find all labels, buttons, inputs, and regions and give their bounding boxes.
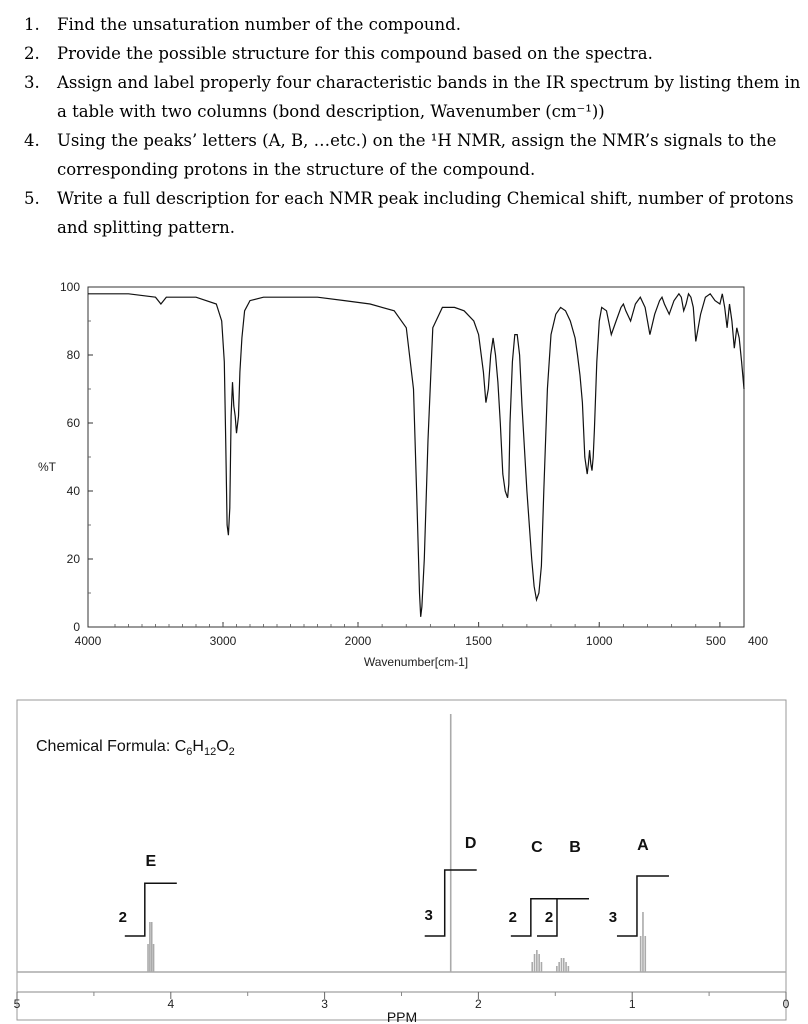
ir-x-tick-500: 500 <box>705 634 726 648</box>
nmr-peak-letter: B <box>569 839 581 856</box>
ir-x-axis-label: Wavenumber[cm-1] <box>363 655 469 669</box>
nmr-peak-E <box>119 853 177 972</box>
ir-y-tick-0: 0 <box>73 620 80 634</box>
ir-x-tick-2000: 2000 <box>344 634 372 648</box>
ir-x-tick-3000: 3000 <box>209 634 237 648</box>
question-text: Provide the possible structure for this compound based on the spectra. <box>57 44 653 63</box>
nmr-x-tick-0: 0 <box>782 997 790 1011</box>
question-number: 5. <box>24 189 40 208</box>
nmr-x-axis-label: PPM <box>386 1009 418 1024</box>
nmr-integral-value: 3 <box>424 907 433 924</box>
nmr-formula-sub: 12 <box>203 746 217 758</box>
nmr-peak-B <box>537 839 589 972</box>
question-number: 1. <box>24 15 40 34</box>
nmr-peak-letter: D <box>464 835 477 852</box>
nmr-formula-sub: 6 <box>186 746 193 758</box>
nmr-formula-sub: 2 <box>228 746 235 758</box>
nmr-integral-value: 2 <box>544 909 554 926</box>
ir-y-tick-80: 80 <box>66 348 80 362</box>
question-text: Assign and label properly four characteristic bands in the IR spectrum by listing them in a table with two columns (bond description, Wavenumber (cm⁻¹)) <box>57 73 801 121</box>
ir-x-tick-4000: 4000 <box>74 634 102 648</box>
ir-y-tick-40: 40 <box>66 484 80 498</box>
ir-x-tick-1000: 1000 <box>585 634 613 648</box>
question-number: 2. <box>24 44 40 63</box>
nmr-integral-step <box>125 883 177 936</box>
nmr-formula-text: Chemical Formula: C <box>36 738 187 755</box>
ir-y-axis-label: %T <box>38 460 56 474</box>
nmr-peak-A <box>609 837 669 972</box>
nmr-x-tick-1: 1 <box>628 997 636 1011</box>
ir-y-tick-60: 60 <box>66 416 80 430</box>
question-number: 3. <box>24 73 40 92</box>
nmr-peak-letter: C <box>531 839 543 856</box>
nmr-formula-title <box>36 738 235 758</box>
nmr-x-tick-4: 4 <box>167 997 175 1011</box>
nmr-x-tick-2: 2 <box>475 997 482 1011</box>
question-text: Using the peaks’ letters (A, B, …etc.) on the ¹H NMR, assign the NMR’s signals to the corresponding protons in the structure of the compound. <box>57 131 777 179</box>
ir-y-tick-20: 20 <box>66 552 80 566</box>
ir-y-tick-100: 100 <box>59 280 80 294</box>
nmr-integral-value: 3 <box>608 909 618 926</box>
question-text: Write a full description for each NMR peak including Chemical shift, number of protons and splitting pattern. <box>57 189 794 237</box>
nmr-x-tick-3: 3 <box>321 997 328 1011</box>
nmr-formula-text: H <box>192 738 204 755</box>
nmr-peak-letter: A <box>637 837 649 854</box>
nmr-formula-text: O <box>216 738 229 755</box>
ir-x-tick-400: 400 <box>748 634 769 648</box>
nmr-peak-D <box>425 714 477 972</box>
question-text: Find the unsaturation number of the compound. <box>57 15 461 34</box>
question-number: 4. <box>24 131 40 150</box>
ir-x-tick-1500: 1500 <box>465 634 492 648</box>
nmr-peak-letter: E <box>145 853 157 870</box>
nmr-integral-step <box>508 899 563 936</box>
nmr-integral-value: 2 <box>118 909 127 926</box>
nmr-x-tick-5: 5 <box>13 997 21 1011</box>
nmr-peak-C <box>509 839 563 972</box>
nmr-integral-value: 2 <box>508 909 518 926</box>
